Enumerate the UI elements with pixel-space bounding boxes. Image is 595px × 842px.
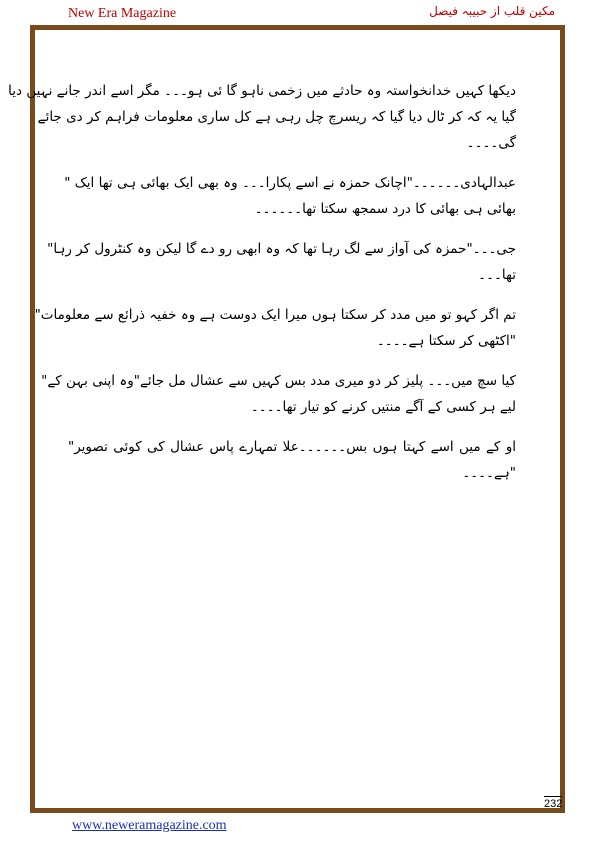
text-line: "ہے۔۔۔۔	[462, 465, 516, 481]
text-line: تم اگر کہو تو میں مدد کر سکتا ہوں میرا ایک دوست ہے وہ خفیہ ذرائع سے معلومات"	[34, 307, 516, 323]
text-line: عبدالہادی۔۔۔۔۔۔"اچانک حمزہ نے اسے پکارا۔۔۔ وہ بھی ایک بھائی ہی تھا ایک "	[64, 175, 516, 191]
paragraph	[47, 236, 516, 288]
paragraph	[34, 302, 516, 354]
footer-website-link[interactable]: www.neweramagazine.com	[72, 818, 227, 833]
header-story-credit: مکین قلب از حبیبہ فیصل	[429, 4, 555, 18]
text-line: کیا سچ میں۔۔۔ پلیز کر دو میری مدد بس کہیں سے عشال مل جائے"وہ اپنی بہن کے"	[41, 373, 516, 389]
text-line: بھائی ہی بھائی کا درد سمجھ سکتا تھا۔۔۔۔۔۔	[254, 201, 516, 217]
paragraph	[8, 78, 516, 156]
paragraph	[68, 434, 516, 486]
text-line: گی۔۔۔۔	[466, 135, 516, 151]
header-magazine-name: New Era Magazine	[68, 6, 177, 21]
text-line: لیے ہر کسی کے آگے منتیں کرنے کو تیار تھا۔۔۔۔	[250, 399, 516, 415]
paragraph	[64, 170, 516, 222]
paragraph	[41, 368, 516, 420]
text-line: "اکٹھی کر سکتا ہے۔۔۔۔	[376, 333, 516, 349]
page-number: 232	[544, 798, 563, 810]
text-line: او کے میں اسے کہتا ہوں بس۔۔۔۔۔۔علا تمہارے پاس عشال کی کوئی تصویر"	[68, 439, 516, 455]
text-line: تھا۔۔۔	[478, 267, 516, 283]
text-line: دیکھا کہیں خدانخواستہ وہ حادثے میں زخمی ناہو گا ئی ہو۔۔۔ مگر اسے اندر جانے نہیں دیا	[8, 83, 516, 99]
text-line: گیا یہ کہ کر ٹال دیا گیا کہ ریسرچ چل رہی ہے کل ساری معلومات فراہم کر دی جائے	[37, 109, 516, 125]
story-content	[8, 78, 516, 500]
text-line: جی۔۔۔"حمزہ کی آواز سے لگ رہا تھا کہ وہ ابھی رو دے گا لیکن وہ کنٹرول کر رہا"	[47, 241, 516, 257]
